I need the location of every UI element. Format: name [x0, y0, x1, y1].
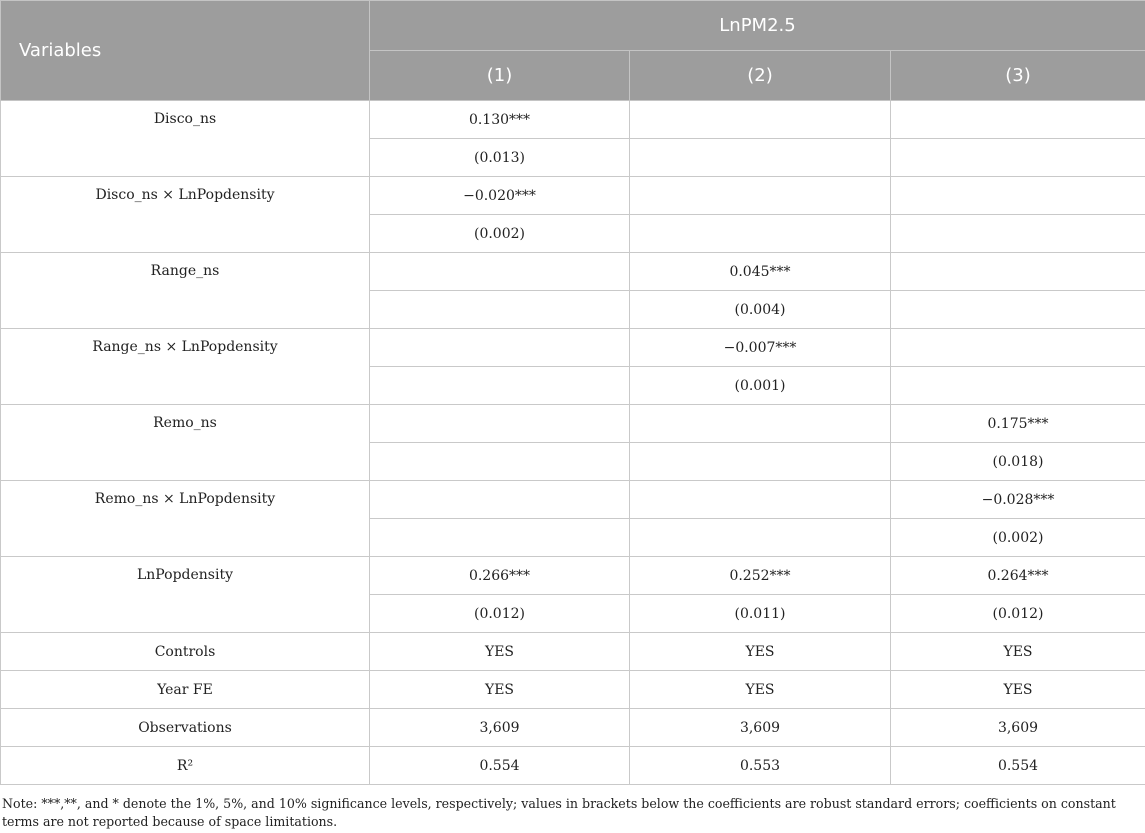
- coef-cell: [630, 481, 891, 519]
- variables-header: Variables: [1, 1, 370, 101]
- coef-cell: [891, 329, 1145, 367]
- coef-cell: −0.007***: [630, 329, 891, 367]
- se-cell: (0.001): [630, 367, 891, 405]
- coef-cell: −0.028***: [891, 481, 1145, 519]
- stat-label: Year FE: [1, 671, 370, 709]
- coef-cell: 0.252***: [630, 557, 891, 595]
- stat-cell: 0.554: [370, 747, 630, 785]
- coef-cell: −0.020***: [370, 177, 630, 215]
- stat-cell: 0.554: [891, 747, 1145, 785]
- se-cell: [891, 215, 1145, 253]
- stat-label: Observations: [1, 709, 370, 747]
- coef-cell: [891, 101, 1145, 139]
- coef-cell: [630, 405, 891, 443]
- se-cell: [630, 519, 891, 557]
- coef-cell: [630, 101, 891, 139]
- coef-cell: [370, 481, 630, 519]
- stat-cell: 3,609: [630, 709, 891, 747]
- se-cell: (0.002): [370, 215, 630, 253]
- coef-cell: [630, 177, 891, 215]
- dependent-variable-header: LnPM2.5: [370, 1, 1145, 51]
- stat-cell: 0.553: [630, 747, 891, 785]
- se-cell: (0.002): [891, 519, 1145, 557]
- column-header-2: (2): [630, 51, 891, 101]
- table-row: [1, 481, 1145, 519]
- table-header: [1, 1, 1145, 101]
- stat-label: R²: [1, 747, 370, 785]
- se-cell: [630, 215, 891, 253]
- stat-cell: YES: [370, 633, 630, 671]
- stat-cell: YES: [891, 633, 1145, 671]
- table-row: [1, 177, 1145, 215]
- table-row: [1, 747, 1145, 785]
- se-cell: (0.004): [630, 291, 891, 329]
- coef-cell: 0.045***: [630, 253, 891, 291]
- se-cell: [891, 367, 1145, 405]
- table-note: Note: ***,**, and * denote the 1%, 5%, and 10% significance levels, respectively; values in brackets below the coefficients are robust standard errors; coefficients on constant terms are not reported because of space limitations.: [2, 796, 1116, 829]
- coef-cell: [370, 253, 630, 291]
- table-row: [1, 671, 1145, 709]
- stat-cell: 3,609: [891, 709, 1145, 747]
- table-body: [1, 101, 1145, 785]
- variable-name: Remo_ns: [1, 405, 370, 481]
- table-row: [1, 709, 1145, 747]
- table-row: [1, 101, 1145, 139]
- table-row: [1, 557, 1145, 595]
- se-cell: (0.018): [891, 443, 1145, 481]
- se-cell: (0.013): [370, 139, 630, 177]
- se-cell: [630, 443, 891, 481]
- stat-cell: YES: [370, 671, 630, 709]
- coef-cell: [891, 177, 1145, 215]
- coef-cell: [891, 253, 1145, 291]
- variable-name: Disco_ns × LnPopdensity: [1, 177, 370, 253]
- table-row: [1, 329, 1145, 367]
- se-cell: [370, 519, 630, 557]
- variable-name: Remo_ns × LnPopdensity: [1, 481, 370, 557]
- stat-cell: 3,609: [370, 709, 630, 747]
- coef-cell: [370, 329, 630, 367]
- variable-name: LnPopdensity: [1, 557, 370, 633]
- se-cell: (0.012): [891, 595, 1145, 633]
- variable-name: Disco_ns: [1, 101, 370, 177]
- se-cell: [370, 367, 630, 405]
- se-cell: [630, 139, 891, 177]
- column-header-1: (1): [370, 51, 630, 101]
- table-row: [1, 253, 1145, 291]
- se-cell: [370, 291, 630, 329]
- se-cell: (0.012): [370, 595, 630, 633]
- coef-cell: 0.266***: [370, 557, 630, 595]
- variable-name: Range_ns: [1, 253, 370, 329]
- se-cell: [891, 139, 1145, 177]
- stat-cell: YES: [891, 671, 1145, 709]
- stat-label: Controls: [1, 633, 370, 671]
- se-cell: [370, 443, 630, 481]
- table-row: [1, 633, 1145, 671]
- se-cell: (0.011): [630, 595, 891, 633]
- coef-cell: 0.264***: [891, 557, 1145, 595]
- coef-cell: 0.175***: [891, 405, 1145, 443]
- stat-cell: YES: [630, 671, 891, 709]
- se-cell: [891, 291, 1145, 329]
- coef-cell: 0.130***: [370, 101, 630, 139]
- table-row: [1, 405, 1145, 443]
- variable-name: Range_ns × LnPopdensity: [1, 329, 370, 405]
- column-header-3: (3): [891, 51, 1145, 101]
- stat-cell: YES: [630, 633, 891, 671]
- coef-cell: [370, 405, 630, 443]
